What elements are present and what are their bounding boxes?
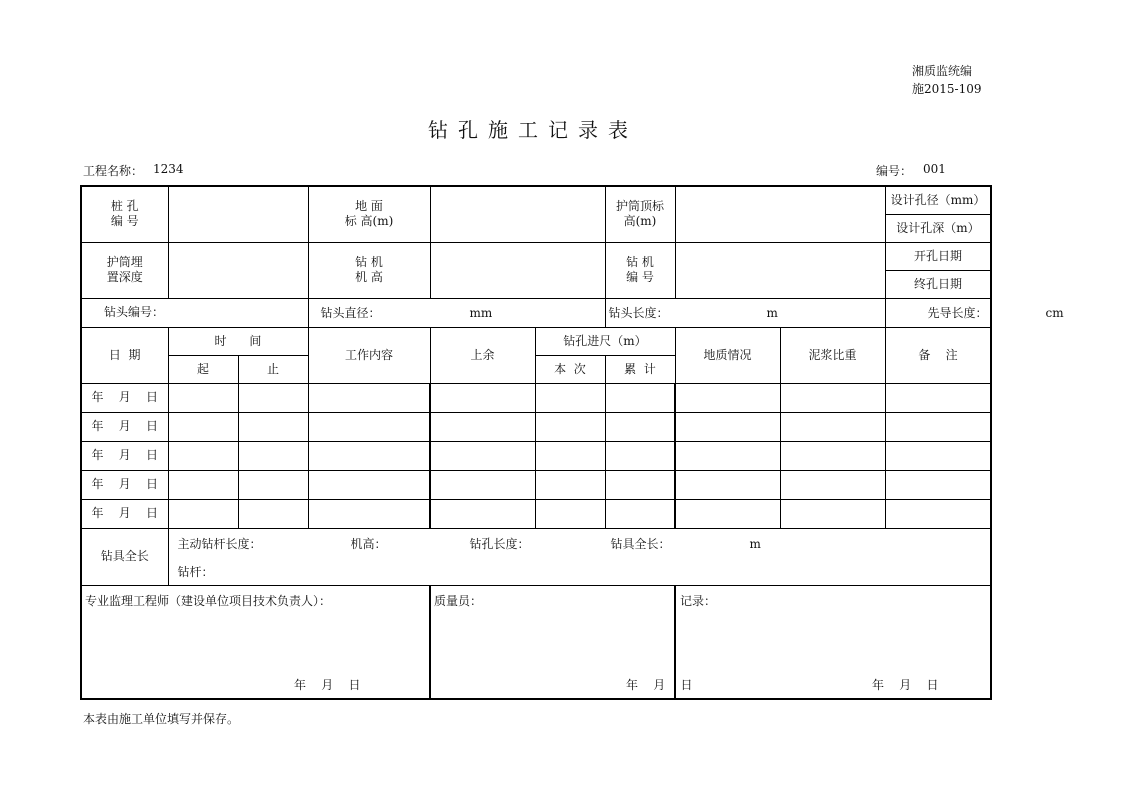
casing-depth-label: 护筒埋 置深度 [81, 242, 168, 298]
log-row-cumulative[interactable] [605, 470, 675, 499]
design-diameter-label: 设计孔径（mm） [885, 186, 991, 214]
log-row-this-time[interactable] [535, 412, 605, 441]
inspector-date: 年 月 日 [626, 677, 693, 692]
bit-length-cell[interactable] [605, 298, 885, 327]
rig-height-field[interactable] [430, 242, 605, 298]
log-row-geology[interactable] [675, 441, 780, 470]
rig-no-field[interactable] [675, 242, 885, 298]
engineer-signature-cell[interactable] [81, 585, 430, 699]
page-title: 钻孔施工记录表 [428, 118, 638, 142]
log-row [81, 383, 991, 412]
log-cumulative-header: 累 计 [605, 355, 675, 383]
log-row-work[interactable] [308, 383, 430, 412]
rig-height-label: 钻 机 机 高 [308, 242, 430, 298]
casing-top-field[interactable] [675, 186, 885, 242]
start-date-label: 开孔日期 [885, 242, 991, 270]
pilot-length-label: 先导长度： [927, 305, 988, 320]
log-row-date[interactable]: 年 月 日 [81, 412, 168, 441]
log-row-remaining[interactable] [430, 441, 535, 470]
log-row-end[interactable] [238, 499, 308, 528]
log-row-mud[interactable] [780, 470, 885, 499]
bit-diameter-unit: mm [469, 305, 493, 320]
log-remarks-header: 备 注 [885, 327, 991, 383]
engineer-label: 专业监理工程师（建设单位项目技术负责人）： [85, 593, 332, 608]
log-row-start[interactable] [168, 383, 238, 412]
log-footage-header: 钻孔进尺（m） [535, 327, 675, 355]
tool-length-field-label: 钻具全长： [610, 536, 671, 551]
rig-no-label: 钻 机 编 号 [605, 242, 675, 298]
log-time-header: 时 间 [168, 327, 308, 355]
log-row-start[interactable] [168, 412, 238, 441]
bit-length-label: 钻头长度： [608, 305, 669, 320]
log-row-end[interactable] [238, 412, 308, 441]
standard-code-line2: 施2015-109 [912, 82, 982, 96]
log-mud-header: 泥浆比重 [780, 327, 885, 383]
inspector-signature-cell[interactable] [430, 585, 693, 699]
log-end-header: 止 [238, 355, 308, 383]
log-row [81, 412, 991, 441]
log-row-start[interactable] [168, 470, 238, 499]
log-row-mud[interactable] [780, 499, 885, 528]
log-row-work[interactable] [308, 412, 430, 441]
log-row-remarks[interactable] [885, 412, 991, 441]
log-row-mud[interactable] [780, 441, 885, 470]
log-row-this-time[interactable] [535, 499, 605, 528]
log-start-header: 起 [168, 355, 238, 383]
log-date-header: 日 期 [81, 327, 168, 383]
recorder-label: 记录： [680, 593, 717, 608]
log-row [81, 470, 991, 499]
footer-note: 本表由施工单位填写并保存。 [83, 712, 240, 726]
pilot-length-cell[interactable] [885, 298, 1064, 327]
pilot-length-unit: cm [1045, 305, 1064, 320]
log-row-remaining[interactable] [430, 499, 535, 528]
tool-length-cell[interactable] [168, 528, 991, 585]
log-row-end[interactable] [238, 383, 308, 412]
log-row-this-time[interactable] [535, 441, 605, 470]
log-row-cumulative[interactable] [605, 499, 675, 528]
log-geology-header: 地质情况 [675, 327, 780, 383]
bit-diameter-label: 钻头直径： [320, 305, 381, 320]
log-row-geology[interactable] [675, 470, 780, 499]
log-row-date[interactable]: 年 月 日 [81, 441, 168, 470]
standard-code-line1: 湘质监统编 [912, 64, 973, 78]
design-depth-label: 设计孔深（m） [885, 214, 991, 242]
end-date-label: 终孔日期 [885, 270, 991, 298]
log-row-date[interactable]: 年 月 日 [81, 499, 168, 528]
log-row-start[interactable] [168, 441, 238, 470]
log-row-remarks[interactable] [885, 441, 991, 470]
pile-no-field[interactable] [168, 186, 308, 242]
kelly-length-label: 主动钻杆长度： [177, 536, 262, 551]
log-row-start[interactable] [168, 499, 238, 528]
log-row-mud[interactable] [780, 383, 885, 412]
casing-depth-field[interactable] [168, 242, 308, 298]
log-row-remaining[interactable] [430, 470, 535, 499]
log-row-cumulative[interactable] [605, 412, 675, 441]
bit-length-unit: m [766, 305, 778, 320]
hole-length-label: 钻孔长度： [469, 536, 530, 551]
log-row-remarks[interactable] [885, 383, 991, 412]
ground-elevation-field[interactable] [430, 186, 605, 242]
bit-no-cell[interactable] [81, 298, 308, 327]
inspector-label: 质量员： [434, 593, 483, 608]
project-name-value: 1234 [153, 162, 184, 176]
log-row-end[interactable] [238, 441, 308, 470]
log-row-work[interactable] [308, 499, 430, 528]
number-value: 001 [923, 162, 946, 176]
engineer-date: 年 月 日 [294, 677, 361, 692]
log-row-this-time[interactable] [535, 383, 605, 412]
log-row-work[interactable] [308, 441, 430, 470]
ground-elevation-label: 地 面 标 高(m) [308, 186, 430, 242]
log-row-remaining[interactable] [430, 383, 535, 412]
log-row-date[interactable]: 年 月 日 [81, 383, 168, 412]
log-row-cumulative[interactable] [605, 441, 675, 470]
log-remaining-header: 上余 [430, 327, 535, 383]
log-row [81, 441, 991, 470]
log-row-date[interactable]: 年 月 日 [81, 470, 168, 499]
pile-no-label: 桩 孔 编 号 [81, 186, 168, 242]
log-row-geology[interactable] [675, 499, 780, 528]
tool-length-unit: m [749, 536, 761, 551]
tool-length-label: 钻具全长 [81, 528, 168, 585]
drill-rod-label: 钻杆： [177, 564, 214, 579]
casing-top-label: 护筒顶标 高(m) [605, 186, 675, 242]
machine-height-label: 机高： [350, 536, 387, 551]
log-this-time-header: 本 次 [535, 355, 605, 383]
log-work-header: 工作内容 [308, 327, 430, 383]
recorder-signature-cell[interactable] [675, 585, 991, 699]
log-row-this-time[interactable] [535, 470, 605, 499]
drilling-record-table [80, 185, 1064, 700]
log-row-remarks[interactable] [885, 499, 991, 528]
number-label: 编号： [876, 164, 913, 178]
log-row-end[interactable] [238, 470, 308, 499]
log-row-remaining[interactable] [430, 412, 535, 441]
bit-diameter-cell[interactable] [308, 298, 605, 327]
log-row-geology[interactable] [675, 383, 780, 412]
log-row-cumulative[interactable] [605, 383, 675, 412]
log-row-geology[interactable] [675, 412, 780, 441]
log-row-work[interactable] [308, 470, 430, 499]
log-row-remarks[interactable] [885, 470, 991, 499]
log-row-mud[interactable] [780, 412, 885, 441]
bit-no-label: 钻头编号： [104, 305, 165, 319]
recorder-date: 年 月 日 [872, 677, 939, 692]
log-row [81, 499, 991, 528]
project-name-label: 工程名称： [83, 164, 144, 178]
